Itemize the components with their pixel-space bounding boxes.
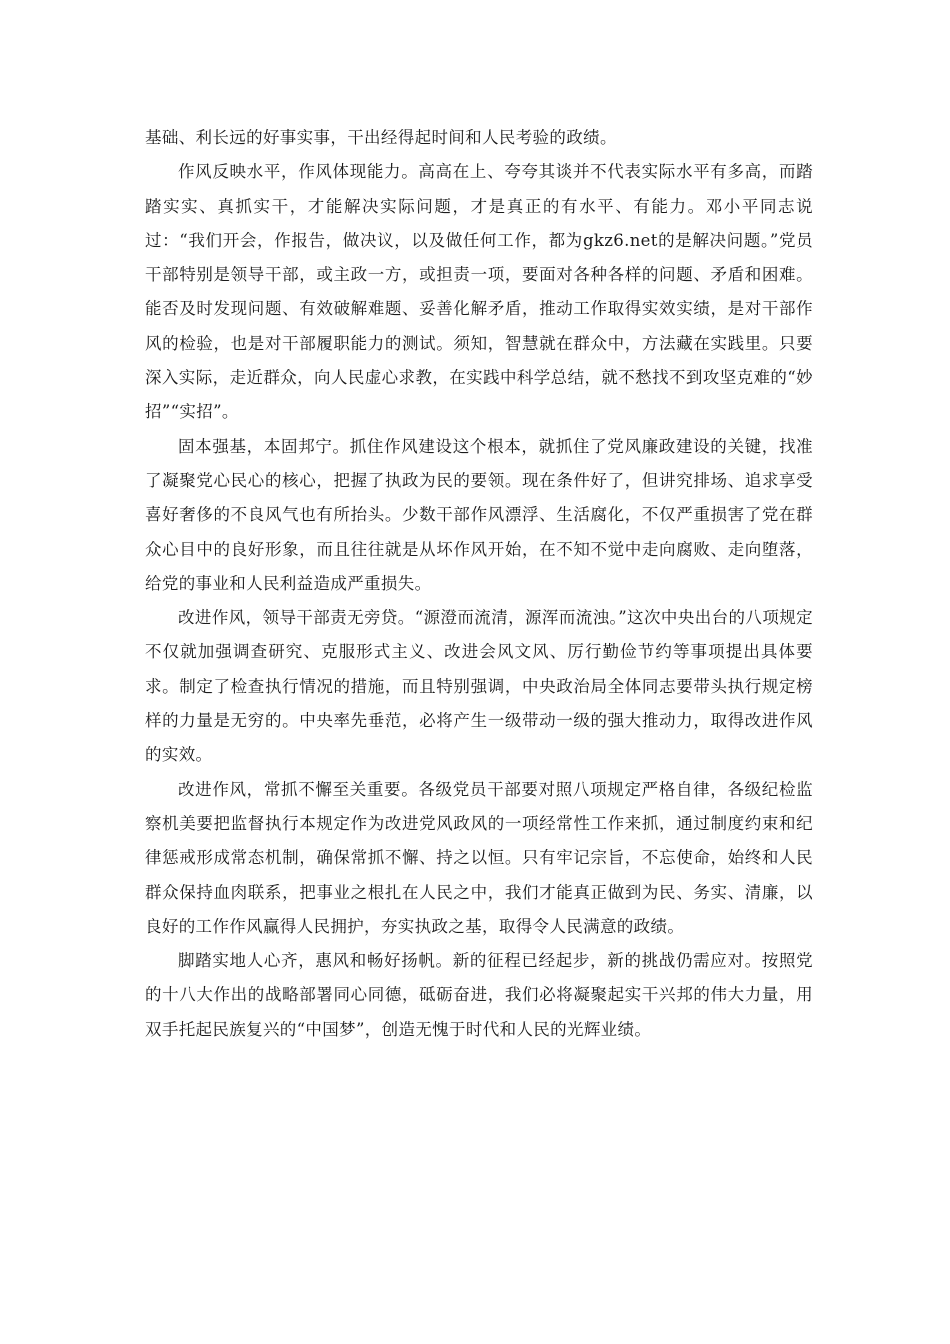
paragraph-4: 改进作风，领导干部责无旁贷。“源澄而流清，源浑而流浊。”这次中央出台的八项规定不仅就加强调查研究、克服形式主义、改进会风文风、厉行勤俭节约等事项提出具体要求。制定了检查执行情况的措施，而且特别强调，中央政治局全体同志要带头执行规定榜样的力量是无穷的。中央率先垂范，必将产生一级带动一级的强大推动力，取得改进作风的实效。 xyxy=(145,608,813,765)
paragraph-6: 脚踏实地人心齐，惠风和畅好扬帆。新的征程已经起步，新的挑战仍需应对。按照党的十八大作出的战略部署同心同德，砥砺奋进，我们必将凝聚起实干兴邦的伟大力量，用双手托起民族复兴的“中国梦”，创造无愧于时代和人民的光辉业绩。 xyxy=(145,951,813,1039)
paragraph-5: 改进作风，常抓不懈至关重要。各级党员干部要对照八项规定严格自律，各级纪检监察机美要把监督执行本规定作为改进党风政风的一项经常性工作来抓，通过制度约束和纪律惩戒形成常态机制，确保常抓不懈、持之以恒。只有牢记宗旨，不忘使命，始终和人民群众保持血肉联系，把事业之根扎在人民之中，我们才能真正做到为民、务实、清廉，以良好的工作作风赢得人民拥护，夯实执政之基，取得令人民满意的政绩。 xyxy=(145,779,813,936)
paragraph-1: 基础、利长远的好事实事，干出经得起时间和人民考验的政绩。 xyxy=(145,128,617,147)
paragraph-2: 作风反映水平，作风体现能力。高高在上、夸夸其谈并不代表实际水平有多高，而踏踏实实、真抓实干，才能解决实际问题，才是真正的有水平、有能力。邓小平同志说过：“我们开会，作报告，做决议，以及做任何工作，都为gkz6.net的是解决问题。”党员干部特别是领导干部，或主政一方，或担责一项，要面对各种各样的问题、矛盾和困难。能否及时发现问题、有效破解难题、妥善化解矛盾，推动工作取得实效实绩，是对干部作风的检验，也是对干部履职能力的测试。须知，智慧就在群众中，方法藏在实践里。只要深入实际，走近群众，向人民虚心求教，在实践中科学总结，就不愁找不到攻坚克难的“妙招”“实招”。 xyxy=(145,162,813,422)
paragraph-3: 固本强基，本固邦宁。抓住作风建设这个根本，就抓住了党风廉政建设的关键，找准了凝聚党心民心的核心，把握了执政为民的要领。现在条件好了，但讲究排场、追求享受喜好奢侈的不良风气也有所抬头。少数干部作风漂浮、生活腐化，不仅严重损害了党在群众心目中的良好形象，而且往往就是从坏作风开始，在不知不觉中走向腐败、走向堕落，给党的事业和人民利益造成严重损失。 xyxy=(145,436,813,593)
document-body xyxy=(145,121,813,1047)
